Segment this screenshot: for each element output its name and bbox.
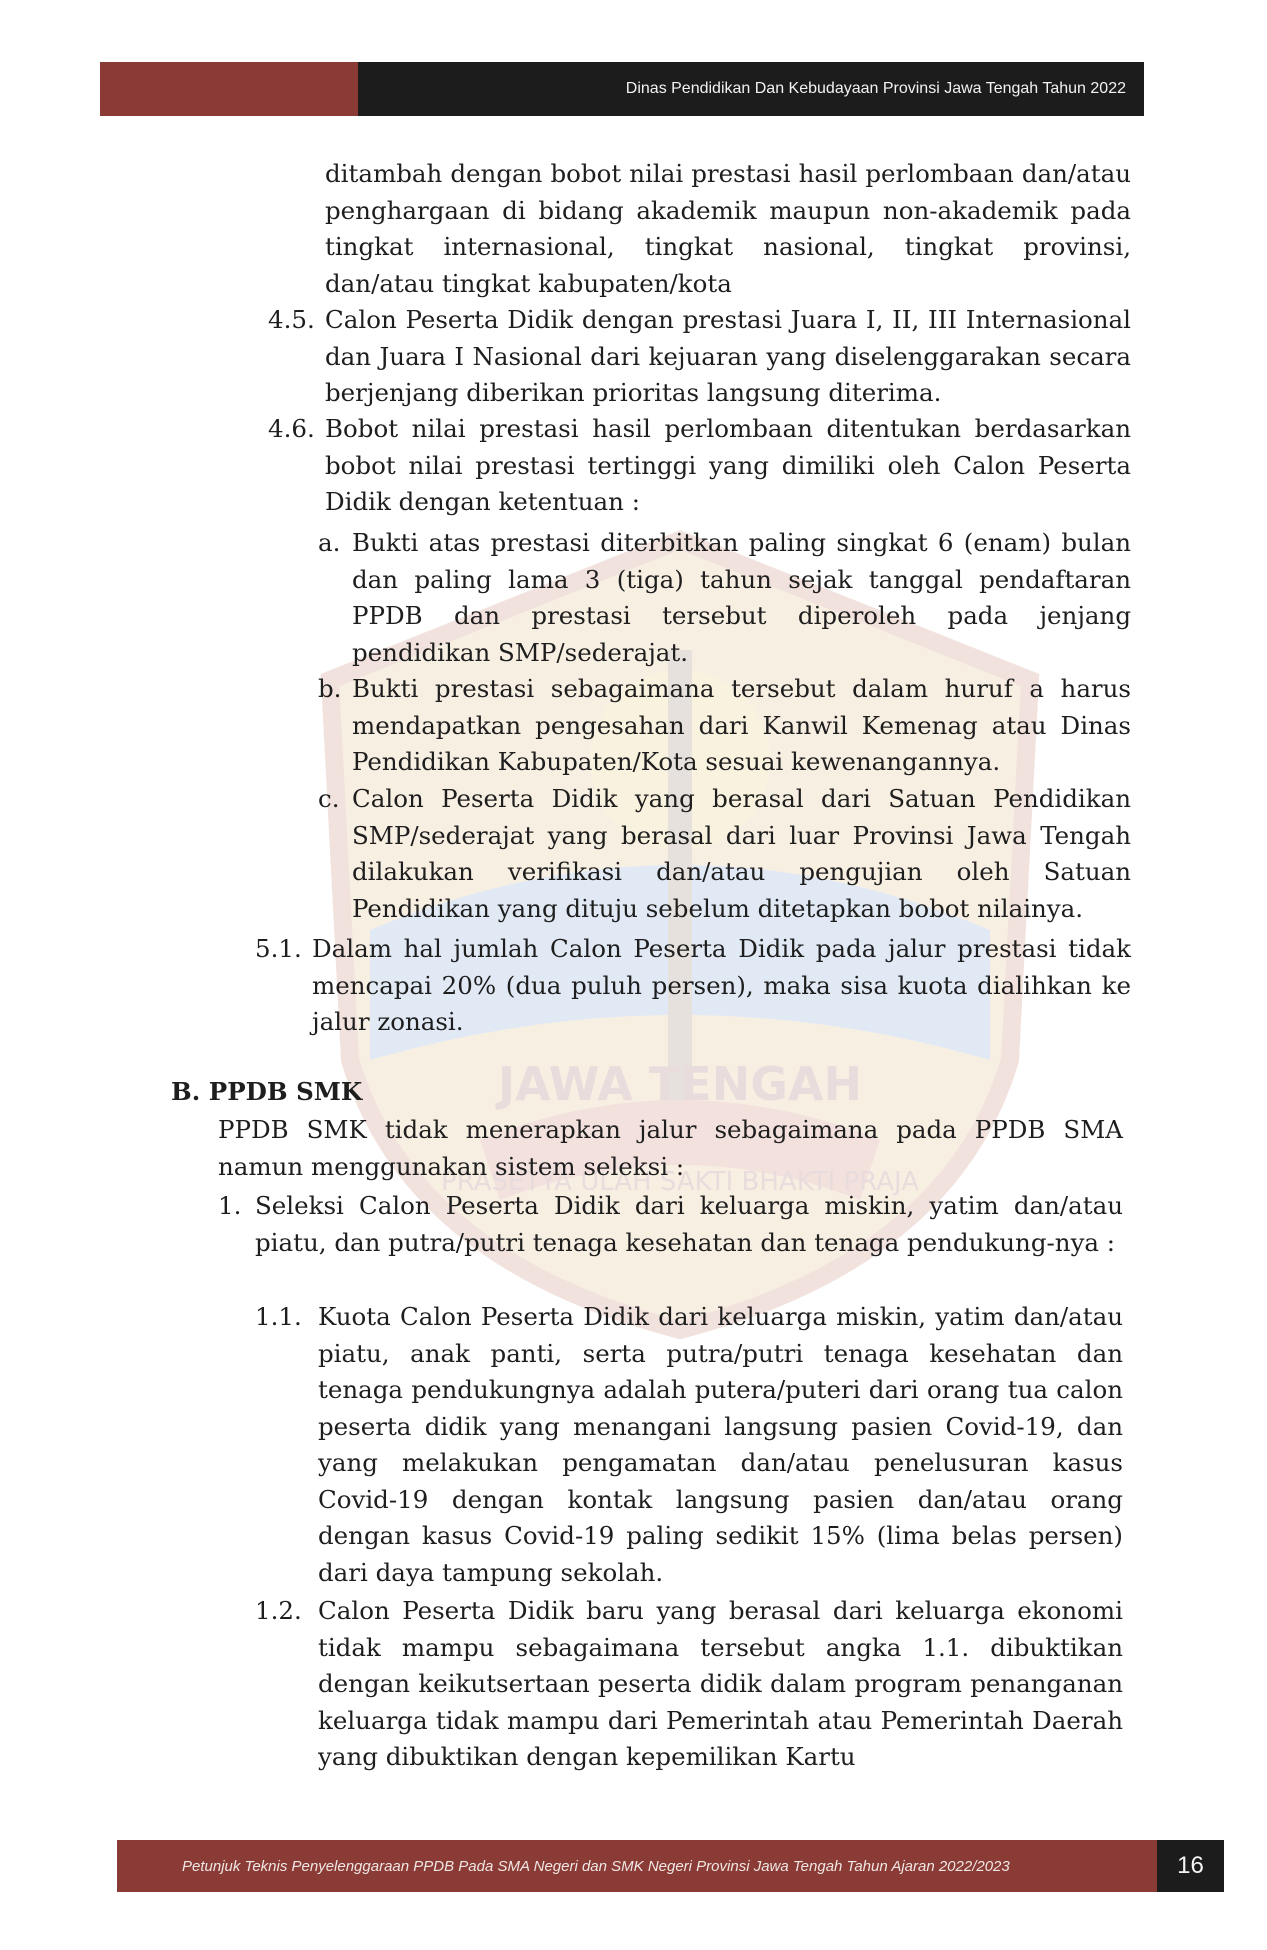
item-number: 4.6. (268, 414, 315, 443)
page-number: 16 (1157, 1840, 1224, 1892)
sub-item-letter: b. (318, 674, 342, 703)
item-1-2-text: Calon Peserta Didik baru yang berasal dari keluarga ekonomi tidak mampu sebagaimana tersebut angka 1.1. dibuktikan dengan keikutsertaan peserta didik dalam program penanganan keluarga tidak mampu dari Pemerintah atau Pemerintah Daerah yang dibuktikan dengan kepemilikan Kartu (318, 1596, 1123, 1771)
sub-item-letter: c. (318, 784, 340, 813)
item-4-6-text: Bobot nilai prestasi hasil perlombaan ditentukan berdasarkan bobot nilai prestasi tertinggi yang dimiliki oleh Calon Peserta Didik dengan ketentuan : (325, 414, 1131, 516)
item-number: 1.2. (255, 1596, 302, 1625)
page-footer: Petunjuk Teknis Penyelenggaraan PPDB Pada SMA Negeri dan SMK Negeri Provinsi Jawa Tengah Tahun Ajaran 2022/2023 (117, 1840, 1157, 1892)
item-4-5-text: Calon Peserta Didik dengan prestasi Juara I, II, III Internasional dan Juara I Nasional dari kejuaran yang diselenggarakan secara berjenjang diberikan prioritas langsung diterima. (325, 305, 1131, 407)
section-intro: PPDB SMK tidak menerapkan jalur sebagaimana pada PPDB SMA namun menggunakan sistem seleksi : (218, 1115, 1123, 1181)
item-number: 1.1. (255, 1302, 302, 1331)
sub-item-a-text: Bukti atas prestasi diterbitkan paling singkat 6 (enam) bulan dan paling lama 3 (tiga) tahun sejak tanggal pendaftaran PPDB dan prestasi tersebut diperoleh pada jenjang pendidikan SMP/sederajat. (352, 528, 1131, 667)
item-1-1-text: Kuota Calon Peserta Didik dari keluarga miskin, yatim dan/atau piatu, anak panti, serta putra/putri tenaga kesehatan dan tenaga pendukungnya adalah putera/puteri dari orang tua calon peserta didik yang menangani langsung pasien Covid-19, dan yang melakukan pengamatan dan/atau penelusuran kasus Covid-19 dengan kontak langsung pasien dan/atau orang dengan kasus Covid-19 paling sedikit 15% (lima belas persen) dari daya tampung sekolah. (318, 1302, 1123, 1587)
item-1-text: Seleksi Calon Peserta Didik dari keluarga miskin, yatim dan/atau piatu, dan putra/putri tenaga kesehatan dan tenaga pendukung-nya : (255, 1191, 1123, 1257)
sub-item-c-text: Calon Peserta Didik yang berasal dari Satuan Pendidikan SMP/sederajat yang berasal dari luar Provinsi Jawa Tengah dilakukan verifikasi dan/atau pengujian oleh Satuan Pendidikan yang dituju sebelum ditetapkan bobot nilainya. (352, 784, 1131, 923)
header-accent-block (100, 62, 358, 116)
header-title: Dinas Pendidikan Dan Kebudayaan Provinsi Jawa Tengah Tahun 2022 (358, 62, 1144, 116)
sub-item-letter: a. (318, 528, 341, 557)
watermark-region: JAWA TENGAH (497, 1057, 863, 1111)
continuation-paragraph: ditambah dengan bobot nilai prestasi hasil perlombaan dan/atau penghargaan di bidang akademik maupun non-akademik pada tingkat internasional, tingkat nasional, tingkat provinsi, dan/atau tingkat kabupaten/kota (325, 159, 1131, 298)
watermark-motto: PRASETYA ULAH SAKTI BHAKTI PRAJA (440, 1167, 920, 1197)
item-number: 4.5. (268, 305, 315, 334)
page-header (100, 62, 1144, 116)
item-number: 5.1. (255, 934, 302, 963)
section-heading: B. PPDB SMK (171, 1077, 363, 1106)
item-number: 1. (218, 1191, 242, 1220)
item-5-1-text: Dalam hal jumlah Calon Peserta Didik pada jalur prestasi tidak mencapai 20% (dua puluh persen), maka sisa kuota dialihkan ke jalur zonasi. (312, 934, 1131, 1036)
sub-item-b-text: Bukti prestasi sebagaimana tersebut dalam huruf a harus mendapatkan pengesahan dari Kanwil Kemenag atau Dinas Pendidikan Kabupaten/Kota sesuai kewenangannya. (352, 674, 1131, 776)
